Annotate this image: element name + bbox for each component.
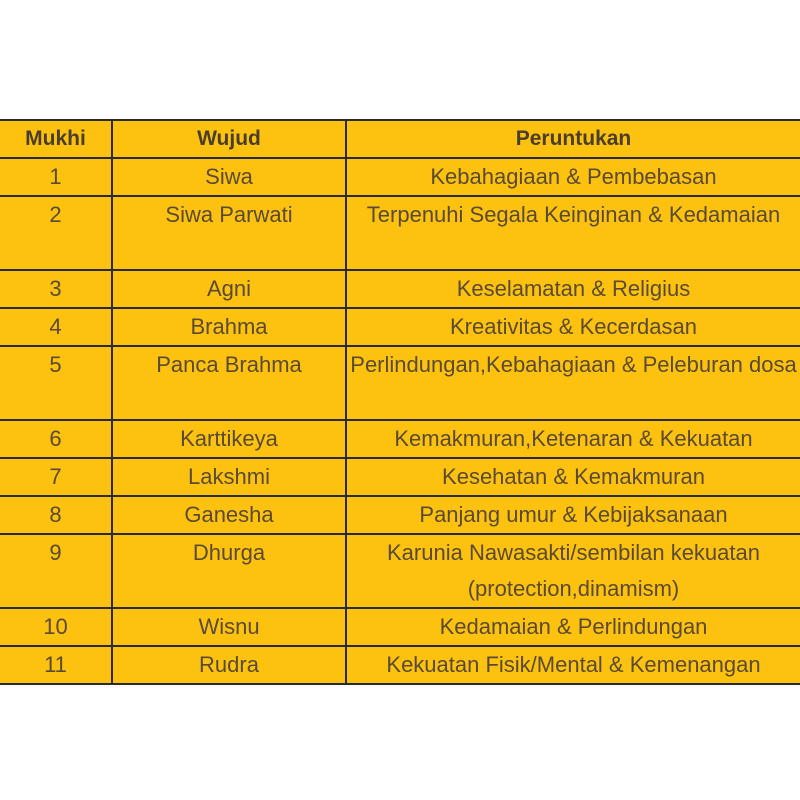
table-header-row (0, 120, 800, 158)
table-row (0, 458, 800, 496)
cell-peruntukan: Kreativitas & Kecerdasan (346, 308, 800, 346)
cell-peruntukan: Kemakmuran,Ketenaran & Kekuatan (346, 420, 800, 458)
cell-mukhi: 10 (0, 608, 112, 646)
header-wujud: Wujud (112, 120, 346, 158)
header-mukhi: Mukhi (0, 120, 112, 158)
table-row (0, 646, 800, 684)
table-row (0, 496, 800, 534)
cell-peruntukan: Kedamaian & Perlindungan (346, 608, 800, 646)
cell-mukhi: 5 (0, 346, 112, 420)
cell-mukhi: 9 (0, 534, 112, 608)
cell-mukhi: 1 (0, 158, 112, 196)
cell-wujud: Wisnu (112, 608, 346, 646)
cell-wujud: Siwa (112, 158, 346, 196)
cell-wujud: Agni (112, 270, 346, 308)
cell-mukhi: 7 (0, 458, 112, 496)
cell-peruntukan: Keselamatan & Religius (346, 270, 800, 308)
table-row (0, 608, 800, 646)
cell-peruntukan: Karunia Nawasakti/sembilan kekuatan (protection,dinamism) (346, 534, 800, 608)
table-row (0, 420, 800, 458)
cell-peruntukan: Panjang umur & Kebijaksanaan (346, 496, 800, 534)
cell-mukhi: 4 (0, 308, 112, 346)
cell-wujud: Rudra (112, 646, 346, 684)
cell-peruntukan: Terpenuhi Segala Keinginan & Kedamaian (346, 196, 800, 270)
cell-mukhi: 2 (0, 196, 112, 270)
table-row (0, 270, 800, 308)
cell-wujud: Lakshmi (112, 458, 346, 496)
table-row (0, 196, 800, 270)
cell-peruntukan: Kesehatan & Kemakmuran (346, 458, 800, 496)
table-row (0, 534, 800, 608)
cell-mukhi: 6 (0, 420, 112, 458)
table-row (0, 308, 800, 346)
cell-wujud: Panca Brahma (112, 346, 346, 420)
cell-mukhi: 8 (0, 496, 112, 534)
cell-mukhi: 3 (0, 270, 112, 308)
cell-wujud: Ganesha (112, 496, 346, 534)
cell-mukhi: 11 (0, 646, 112, 684)
cell-peruntukan: Perlindungan,Kebahagiaan & Peleburan dosa (346, 346, 800, 420)
header-peruntukan: Peruntukan (346, 120, 800, 158)
table-row (0, 346, 800, 420)
mukhi-table (0, 119, 800, 685)
cell-wujud: Dhurga (112, 534, 346, 608)
cell-peruntukan: Kebahagiaan & Pembebasan (346, 158, 800, 196)
cell-wujud: Brahma (112, 308, 346, 346)
cell-wujud: Siwa Parwati (112, 196, 346, 270)
cell-peruntukan: Kekuatan Fisik/Mental & Kemenangan (346, 646, 800, 684)
cell-wujud: Karttikeya (112, 420, 346, 458)
table-row (0, 158, 800, 196)
